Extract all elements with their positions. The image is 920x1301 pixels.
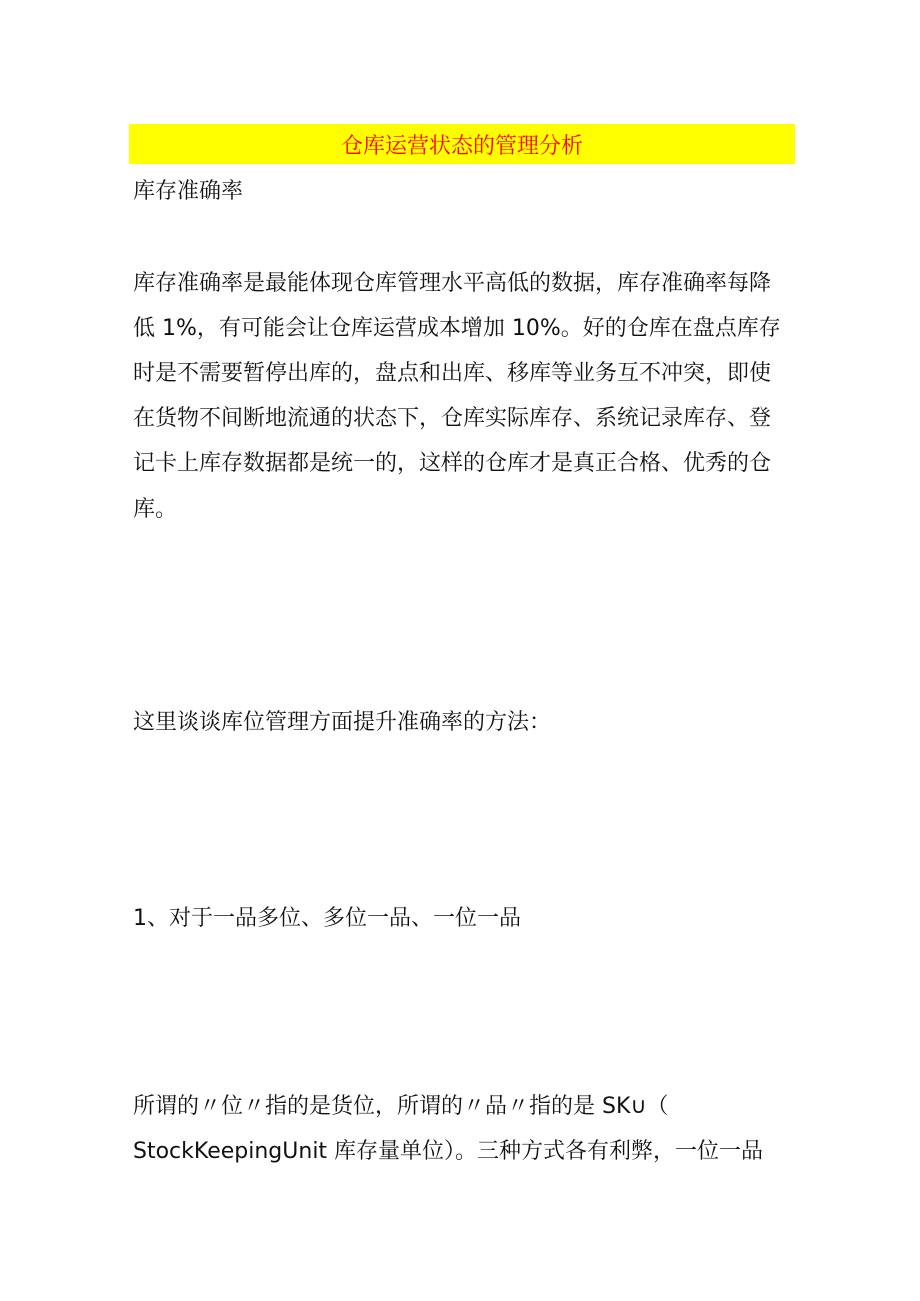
paragraph-2: 这里谈谈库位管理方面提升准确率的方法： [133,710,552,735]
title-banner [129,124,795,164]
paragraph-1-line-5: 记卡上库存数据都是统一的，这样的仓库才是真正合格、优秀的仓 [133,451,772,476]
paragraph-3-line-1: 所谓的〃位〃指的是货位，所谓的〃品〃指的是 SK∪（ [133,1094,669,1119]
paragraph-1-line-6: 库。 [133,497,178,522]
paragraph-1-line-4: 在货物不间断地流通的状态下，仓库实际库存、系统记录库存、登 [133,406,772,431]
document-title: 仓库运营状态的管理分析 [340,133,583,159]
paragraph-3-line-2: StockKeepingUnit 库存量单位）。三种方式各有利弊，一位一品 [133,1139,764,1164]
section-heading: 库存准确率 [133,179,244,204]
paragraph-1-line-3: 时是不需要暂停出库的，盘点和出库、移库等业务互不冲突，即使 [133,361,772,386]
paragraph-1-line-2: 低 1%，有可能会让仓库运营成本增加 10%。好的仓库在盘点库存 [133,316,781,341]
item-1-heading: 1、对于一品多位、多位一品、一位一品 [133,906,521,931]
paragraph-1-line-1: 库存准确率是最能体现仓库管理水平高低的数据，库存准确率每降 [133,271,772,296]
